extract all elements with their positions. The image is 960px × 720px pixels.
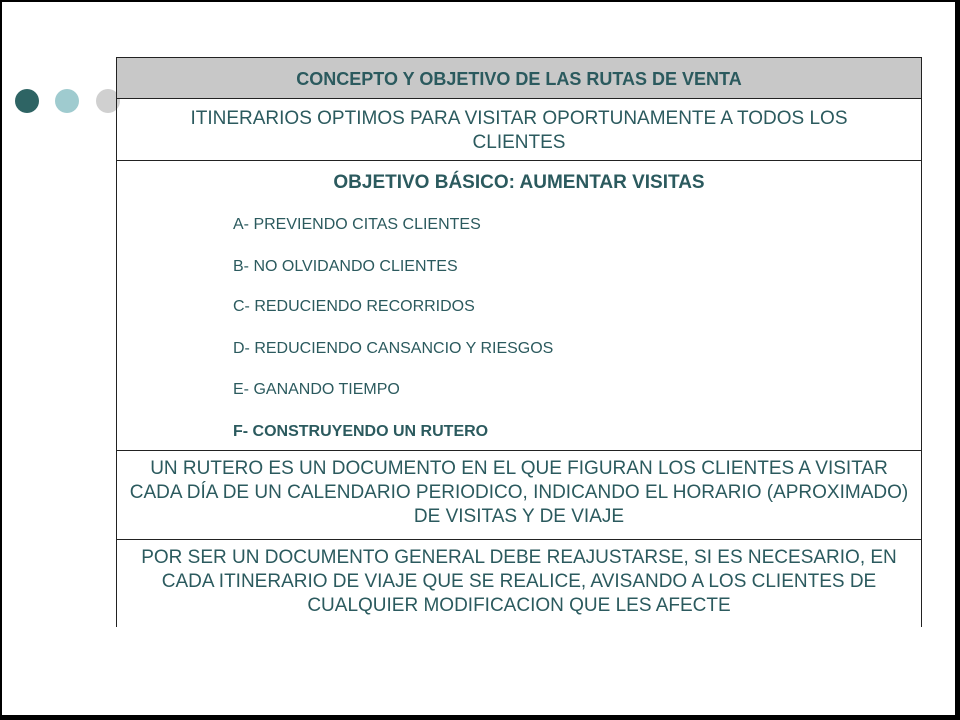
rutero-definicion-text: UN RUTERO ES UN DOCUMENTO EN EL QUE FIGURAN LOS CLIENTES A VISITAR CADA DÍA DE UN CALENDARIO PERIODICO, INDICANDO EL HORARIO (APROXIMADO) DE VISITAS Y DE VIAJE <box>129 458 909 527</box>
itinerarios-text: ITINERARIOS OPTIMOS PARA VISITAR OPORTUNAMENTE A TODOS LOS CLIENTES <box>190 108 848 153</box>
table-title: CONCEPTO Y OBJETIVO DE LAS RUTAS DE VENTA <box>296 69 742 89</box>
content-table <box>116 57 922 627</box>
itinerarios-row <box>117 99 921 161</box>
decor-dot-light <box>55 89 79 113</box>
slide <box>2 2 955 715</box>
objetivo-heading: OBJETIVO BÁSICO: AUMENTAR VISITAS <box>333 172 705 193</box>
objetivo-item: F- CONSTRUYENDO UN RUTERO <box>233 423 489 440</box>
objetivo-item: C- REDUCIENDO RECORRIDOS <box>233 298 475 315</box>
decor-dot-dark <box>15 89 39 113</box>
reajuste-row <box>117 540 921 627</box>
table-header-row <box>117 58 921 99</box>
rutero-definicion-row <box>117 451 921 540</box>
reajuste-text: POR SER UN DOCUMENTO GENERAL DEBE REAJUSTARSE, SI ES NECESARIO, EN CADA ITINERARIO DE VIAJE QUE SE REALICE, AVISANDO A LOS CLIENTES DE CUALQUIER MODIFICACION QUE LES AFECTE <box>141 547 897 616</box>
objetivo-item: E- GANANDO TIEMPO <box>233 381 400 398</box>
objetivo-item: D- REDUCIENDO CANSANCIO Y RIESGOS <box>233 340 554 357</box>
objetivo-item: B- NO OLVIDANDO CLIENTES <box>233 258 458 275</box>
objetivo-row <box>117 161 921 451</box>
objetivo-item: A- PREVIENDO CITAS CLIENTES <box>233 216 481 233</box>
